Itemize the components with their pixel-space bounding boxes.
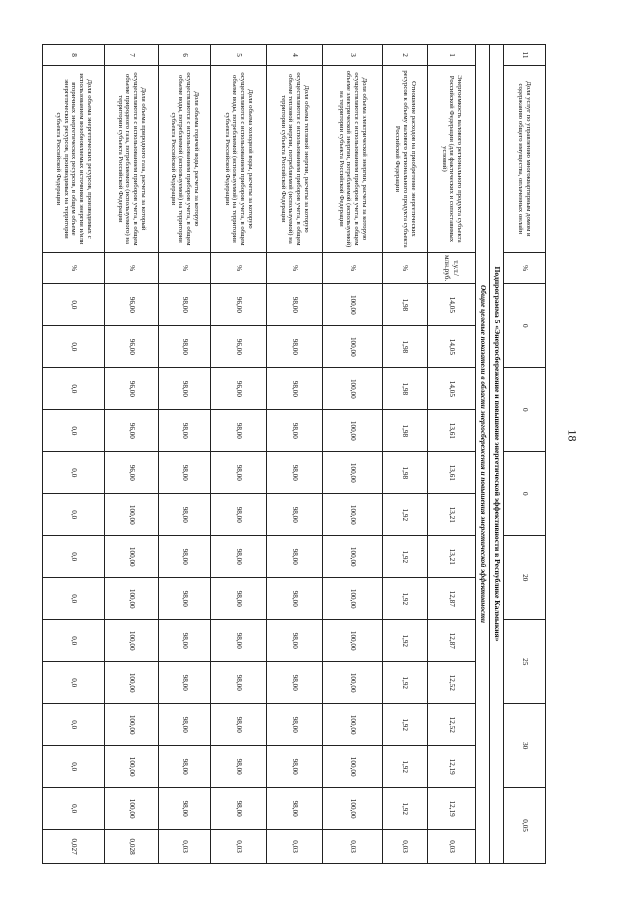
value-cell: 98,00	[159, 452, 211, 494]
value-cell: 100,00	[323, 368, 383, 410]
value-cell: 14,05	[428, 326, 476, 368]
value-cell: 0,0	[43, 410, 105, 452]
unit-cell: %	[159, 252, 211, 283]
value-cell: 0,027	[43, 830, 105, 864]
value-cell: 98,00	[211, 536, 267, 578]
value-cell: 98,00	[267, 494, 323, 536]
value-cell: 98,00	[267, 326, 323, 368]
value-cell: 12,87	[428, 620, 476, 662]
value-cell: 96,00	[105, 368, 159, 410]
value-cell: 0,0	[43, 326, 105, 368]
value-cell: 98,00	[211, 746, 267, 788]
value-cell: 98,00	[211, 410, 267, 452]
indicator-name: Доля объема энергетических ресурсов, производимых с использованием возобновляемых источников энергии и/или вторичных энергетических ресурсов, в общем объеме энергетических ресурсов, производимых на территории субъекта Российской Федерации	[43, 65, 105, 252]
value-cell: 98,00	[267, 788, 323, 830]
row-number: 2	[383, 45, 428, 66]
value-cell: 100,00	[105, 620, 159, 662]
row-number: 1	[428, 45, 476, 66]
value-cell: 98,00	[159, 536, 211, 578]
value-cell: 0,028	[105, 830, 159, 864]
value-cell: 100,00	[105, 704, 159, 746]
indicator-name: Доля объема горячей воды, расчеты за которую осуществляются с использованием приборов учета, в общем объеме воды, потребляемой (используемой) на территории субъекта Российской Федерации	[159, 65, 211, 252]
value-cell: 98,00	[211, 620, 267, 662]
row-number: 8	[43, 45, 105, 66]
value-cell: 96,00	[105, 452, 159, 494]
value-cell: 98,00	[267, 368, 323, 410]
value-cell: 0,0	[43, 284, 105, 326]
value-cell: 1,98	[383, 284, 428, 326]
row-number: 7	[105, 45, 159, 66]
value-cell: 98,00	[211, 452, 267, 494]
value-cell: 98,00	[211, 704, 267, 746]
table-row	[323, 45, 383, 864]
unit-cell: %	[323, 252, 383, 283]
value-cell: 12,52	[428, 662, 476, 704]
value-cell: 12,52	[428, 704, 476, 746]
unit-cell: %	[267, 252, 323, 283]
value-cell: 98,00	[159, 326, 211, 368]
value-cell: 98,00	[159, 368, 211, 410]
table-row	[504, 45, 546, 864]
value-cell: 0,0	[43, 704, 105, 746]
value-cell: 98,00	[159, 620, 211, 662]
indicator-name: Доля объема природного газа, расчеты за который осуществляются с использованием приборов учета, в общем объеме природного газа, потребляемого (используемого) на территории субъекта Российской Федерации	[105, 65, 159, 252]
value-cell: 100,00	[323, 536, 383, 578]
value-cell: 0,0	[43, 662, 105, 704]
value-cell: 100,00	[105, 494, 159, 536]
row-number: 3	[323, 45, 383, 66]
value-cell: 98,00	[267, 746, 323, 788]
value-cell: 13,61	[428, 452, 476, 494]
value-cell: 0,0	[43, 620, 105, 662]
value-cell: 1,92	[383, 704, 428, 746]
value-cell: 1,92	[383, 536, 428, 578]
value-cell: 100,00	[323, 704, 383, 746]
value-cell: 0,0	[43, 368, 105, 410]
value-cell: 98,00	[159, 578, 211, 620]
unit-cell: т.у.т./ млн.руб.	[428, 252, 476, 283]
subsection-row	[476, 45, 490, 864]
value-cell: 96,00	[105, 284, 159, 326]
rotated-page-area	[46, 44, 546, 864]
value-cell: 1,92	[383, 788, 428, 830]
value-cell: 0,03	[159, 830, 211, 864]
value-cell: 20	[504, 536, 546, 620]
value-cell: 100,00	[105, 746, 159, 788]
value-cell: 13,21	[428, 536, 476, 578]
value-cell: 98,00	[211, 788, 267, 830]
row-number: 11	[504, 45, 546, 66]
table-body	[43, 45, 546, 864]
table-row	[159, 45, 211, 864]
table-row	[267, 45, 323, 864]
value-cell: 98,00	[267, 662, 323, 704]
value-cell: 1,92	[383, 620, 428, 662]
value-cell: 0,0	[43, 494, 105, 536]
value-cell: 0,03	[428, 830, 476, 864]
value-cell: 0,0	[43, 536, 105, 578]
value-cell: 1,98	[383, 368, 428, 410]
value-cell: 100,00	[105, 536, 159, 578]
value-cell: 98,00	[211, 578, 267, 620]
value-cell: 25	[504, 620, 546, 704]
unit-cell: %	[504, 252, 546, 283]
value-cell: 1,98	[383, 452, 428, 494]
indicator-name: Энергоемкость валового регионального продукта субъекта Российской Федерации (для фактических и сопоставимых условий)	[428, 65, 476, 252]
value-cell: 98,00	[267, 578, 323, 620]
table-row	[428, 45, 476, 864]
value-cell: 100,00	[323, 410, 383, 452]
value-cell: 98,00	[267, 704, 323, 746]
value-cell: 1,92	[383, 494, 428, 536]
value-cell: 98,00	[211, 662, 267, 704]
value-cell: 100,00	[323, 284, 383, 326]
value-cell: 100,00	[323, 326, 383, 368]
value-cell: 0,03	[267, 830, 323, 864]
value-cell: 98,00	[159, 662, 211, 704]
table-row	[383, 45, 428, 864]
unit-cell: %	[105, 252, 159, 283]
value-cell: 100,00	[105, 788, 159, 830]
table-row	[105, 45, 159, 864]
value-cell: 0,03	[211, 830, 267, 864]
value-cell: 98,00	[159, 494, 211, 536]
value-cell: 1,92	[383, 662, 428, 704]
value-cell: 100,00	[323, 788, 383, 830]
value-cell: 1,98	[383, 410, 428, 452]
value-cell: 0,0	[43, 788, 105, 830]
value-cell: 98,00	[159, 788, 211, 830]
unit-cell: %	[383, 252, 428, 283]
rotated-table-container	[46, 44, 546, 864]
value-cell: 0,0	[43, 746, 105, 788]
value-cell: 100,00	[323, 494, 383, 536]
value-cell: 100,00	[323, 662, 383, 704]
value-cell: 100,00	[323, 578, 383, 620]
value-cell: 96,00	[105, 326, 159, 368]
value-cell: 30	[504, 704, 546, 788]
value-cell: 96,00	[211, 368, 267, 410]
table-row	[211, 45, 267, 864]
indicator-name: Доля объема тепловой энергии, расчеты за которую осуществляются с использованием приборов учета, в общем объеме тепловой энергии, потребляемой (используемой) на территории субъекта Российской Федерации	[267, 65, 323, 252]
value-cell: 0	[504, 368, 546, 452]
value-cell: 98,00	[267, 536, 323, 578]
value-cell: 0,0	[43, 452, 105, 494]
row-number: 4	[267, 45, 323, 66]
value-cell: 0,05	[504, 788, 546, 864]
value-cell: 12,87	[428, 578, 476, 620]
indicator-name: Отношение расходов на приобретение энергетических ресурсов к объему валового регионального продукта субъекта Российской Федерации	[383, 65, 428, 252]
unit-cell: %	[211, 252, 267, 283]
section-row	[490, 45, 504, 864]
page-number: 18	[565, 429, 580, 442]
value-cell: 0,0	[43, 578, 105, 620]
value-cell: 98,00	[267, 620, 323, 662]
value-cell: 13,61	[428, 410, 476, 452]
section-title: Подпрограмма 5 «Энергосбережение и повышение энергетической эффективности в Республике Калмыкия»	[490, 45, 504, 864]
value-cell: 0,03	[323, 830, 383, 864]
value-cell: 100,00	[323, 746, 383, 788]
value-cell: 0	[504, 452, 546, 536]
value-cell: 0	[504, 284, 546, 368]
value-cell: 98,00	[267, 410, 323, 452]
value-cell: 96,00	[105, 410, 159, 452]
value-cell: 14,05	[428, 368, 476, 410]
value-cell: 1,92	[383, 578, 428, 620]
value-cell: 100,00	[105, 662, 159, 704]
value-cell: 1,92	[383, 746, 428, 788]
value-cell: 98,00	[159, 410, 211, 452]
value-cell: 12,19	[428, 788, 476, 830]
indicators-table	[42, 44, 546, 864]
row-number: 6	[159, 45, 211, 66]
value-cell: 0,03	[383, 830, 428, 864]
value-cell: 100,00	[105, 578, 159, 620]
indicator-name: Доля объема электрической энергии, расчеты за которую осуществляются с использованием приборов учета, в общем объеме электрической энергии, потребляемой (используемой) на территории субъекта Российской Федерации	[323, 65, 383, 252]
subsection-title: Общие целевые показатели в области энергосбережения и повышения энергетической эффективности	[476, 45, 490, 864]
unit-cell: %	[43, 252, 105, 283]
value-cell: 98,00	[159, 704, 211, 746]
table-row	[43, 45, 105, 864]
value-cell: 98,00	[267, 284, 323, 326]
value-cell: 14,05	[428, 284, 476, 326]
value-cell: 100,00	[323, 620, 383, 662]
value-cell: 12,19	[428, 746, 476, 788]
row-number: 5	[211, 45, 267, 66]
value-cell: 98,00	[159, 284, 211, 326]
value-cell: 13,21	[428, 494, 476, 536]
value-cell: 1,98	[383, 326, 428, 368]
value-cell: 98,00	[211, 494, 267, 536]
indicator-name: Доля объема холодной воды, расчеты за которую осуществляются с использованием приборов учета, в общем объеме воды, потребляемой (используемой) на территории субъекта Российской Федерации	[211, 65, 267, 252]
value-cell: 100,00	[323, 452, 383, 494]
value-cell: 98,00	[159, 746, 211, 788]
value-cell: 98,00	[267, 452, 323, 494]
indicator-name: Доля услуг по управлению многоквартирным домом и содержанию общего имущества, оплаченных онлайн	[504, 65, 546, 252]
value-cell: 96,00	[211, 284, 267, 326]
value-cell: 96,00	[211, 326, 267, 368]
